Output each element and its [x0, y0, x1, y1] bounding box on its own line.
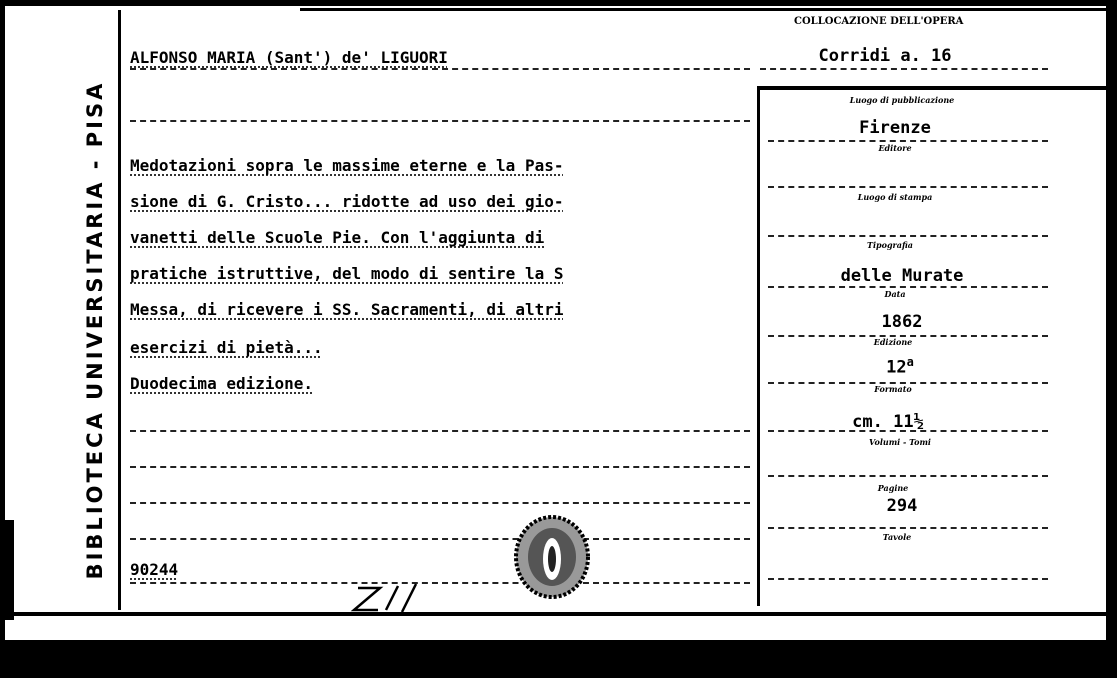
title-line-5: Messa, di ricevere i SS. Sacramenti, di altri: [130, 300, 564, 319]
scan-edge-top: [0, 0, 1117, 6]
library-stamp-icon: [512, 514, 592, 600]
place-value: Firenze: [859, 118, 931, 138]
ruled-line: [130, 68, 750, 70]
ruled-line: [130, 502, 750, 504]
ruled-line: [130, 538, 750, 540]
format-value: cm. 11½: [852, 412, 924, 432]
title-line-3: vanetti delle Scuole Pie. Con l'aggiunta di: [130, 228, 545, 247]
ruled-line: [768, 140, 1048, 142]
edition-value: 12$^a$: [886, 355, 914, 378]
ruled-line: [760, 68, 1048, 70]
library-side-label: BIBLIOTECA UNIVERSITARIA - PISA: [83, 80, 107, 580]
shelfmark: Corridi a. 16: [818, 46, 952, 66]
title-line-2: sione di G. Cristo... ridotte ad uso dei gio-: [130, 192, 564, 211]
scan-blot-left: [0, 520, 14, 620]
title-line-4: pratiche istruttive, del modo di sentire la S: [130, 264, 564, 283]
ruled-line: [130, 120, 750, 122]
pages-value: 294: [886, 496, 918, 516]
pages-label: Pagine: [877, 483, 909, 493]
printer-value: delle Murate: [840, 266, 964, 286]
handwritten-annotation-icon: [340, 582, 440, 614]
ruled-line: [768, 527, 1048, 529]
edition-statement: Duodecima edizione.: [130, 374, 314, 393]
ruled-line: [768, 286, 1048, 288]
author-line: ALFONSO MARIA (Sant') de' LIGUORI: [130, 48, 448, 67]
print-place-label: Luogo di stampa: [857, 192, 933, 202]
title-line-6: esercizi di pietà...: [130, 338, 323, 357]
ruled-line: [768, 235, 1048, 237]
ruled-line: [130, 582, 750, 584]
title-line-1: Medotazioni sopra le massime eterne e la Pas-: [130, 156, 564, 175]
collocation-heading: COLLOCAZIONE DELL'OPERA: [794, 16, 964, 27]
ruled-line: [768, 578, 1048, 580]
inventory-number: 90244: [130, 560, 179, 579]
scan-edge-bottom: [0, 640, 1117, 678]
date-value: 1862: [881, 312, 923, 332]
place-label: Luogo di pubblicazione: [849, 95, 955, 105]
edition-label: Edizione: [873, 337, 913, 347]
publisher-label: Editore: [878, 143, 912, 153]
scan-edge-bottom-line: [0, 612, 1117, 616]
ruled-line: [768, 186, 1048, 188]
margin-rule: [118, 10, 121, 610]
plates-label: Tavole: [882, 532, 912, 542]
format-label: Formato: [874, 384, 912, 394]
scan-edge-top-inner: [300, 8, 1117, 11]
printer-label: Tipografia: [867, 240, 913, 250]
ruled-line: [130, 466, 750, 468]
ruled-line: [130, 430, 750, 432]
volumes-label: Volumi - Tomi: [869, 437, 931, 447]
ruled-line: [768, 475, 1048, 477]
date-label: Data: [884, 289, 906, 299]
